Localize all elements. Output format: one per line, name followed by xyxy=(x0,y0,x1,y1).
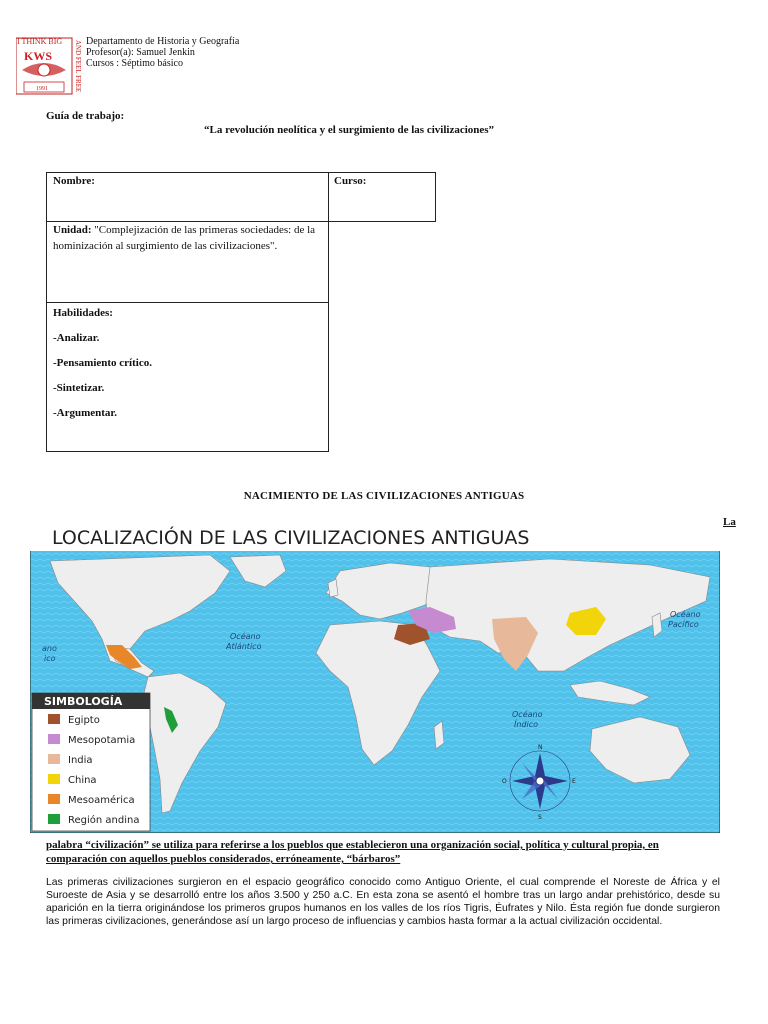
civilizations-map xyxy=(30,521,720,833)
legend-label: Egipto xyxy=(68,715,100,726)
ocean-pacific-line1: Océano xyxy=(670,610,701,619)
legend-swatch-india xyxy=(48,754,60,764)
legend-label: Mesopotamia xyxy=(68,735,136,746)
skill-item: -Argumentar. xyxy=(53,407,118,419)
compass-n: N xyxy=(538,744,543,751)
logo-side-motto: AND FEEL FREE xyxy=(74,40,82,93)
compass-e: E xyxy=(572,778,576,785)
legend-label: Región andina xyxy=(68,815,140,826)
compass-s: S xyxy=(538,814,542,821)
legend-label: Mesoamérica xyxy=(68,795,135,806)
skills-cell xyxy=(46,302,329,452)
school-logo xyxy=(16,36,88,96)
legend-swatch-andes xyxy=(48,814,60,824)
legend-title: SIMBOLOGÍA xyxy=(44,695,123,708)
section-title: NACIMIENTO DE LAS CIVILIZACIONES ANTIGUAS xyxy=(243,490,525,502)
teacher-name: Profesor(a): Samuel Jenkin xyxy=(86,47,195,58)
course-cell[interactable] xyxy=(328,172,436,222)
unit-cell xyxy=(46,221,329,303)
logo-year: 1991 xyxy=(36,86,48,92)
legend-label: China xyxy=(68,775,97,786)
ocean-indian-line1: Océano xyxy=(512,710,543,719)
department-name: Departamento de Historia y Geografía xyxy=(86,36,240,47)
intro-paragraph: Las primeras civilizaciones surgieron en el espacio geográfico conocido como Antiguo Oriente, el cual comprende el Noreste de África y el Suroeste de Asia y se desarrolló entre los años 3.500 y 250 a.C. En esta zona se asentó el hombre tras un largo andar prehistórico, desde su aparición en la tierra originándose los primeros grupos humanos en los valles de los ríos Tigris, Éufrates y Nilo. Ésta región fue donde surgieron las primeras civilizaciones, generándose así un largo proceso de influencias y cambios hasta formar a la actual civilización occidental. xyxy=(46,877,720,927)
legend-label: India xyxy=(68,755,93,766)
skill-item: -Pensamiento crítico. xyxy=(53,357,152,369)
guide-label: Guía de trabajo: xyxy=(46,110,125,122)
skill-item: -Sintetizar. xyxy=(53,382,105,394)
civilization-definition: palabra “civilización” se utiliza para referirse a los pueblos que establecieron una organización social, política y cultural propia, en comparación con aquellos pueblos considerados, erróneamente, “bárbaros” xyxy=(46,839,659,865)
map-legend xyxy=(32,693,150,831)
name-cell[interactable] xyxy=(46,172,329,222)
ocean-indian-line2: Índico xyxy=(514,720,539,729)
course-name: Cursos : Séptimo básico xyxy=(86,58,183,69)
paragraph-start-word: La xyxy=(723,516,736,528)
course-label: Curso: xyxy=(334,175,367,187)
compass-o: O xyxy=(502,778,507,785)
skill-item: -Analizar. xyxy=(53,332,100,344)
ocean-atlantic-line2: Atlántico xyxy=(226,642,262,651)
guide-title: “La revolución neolítica y el surgimiento de las civilizaciones” xyxy=(204,124,495,136)
logo-motto: I THINK BIG xyxy=(17,37,63,46)
ocean-pacific-line2: Pacífico xyxy=(668,620,699,629)
name-label: Nombre: xyxy=(53,175,95,187)
legend-swatch-mesoamerica xyxy=(48,794,60,804)
unit-label: Unidad: xyxy=(53,224,92,236)
logo-initials: KWS xyxy=(24,49,53,63)
ocean-left-line2: ico xyxy=(44,654,56,663)
legend-swatch-mesopotamia xyxy=(48,734,60,744)
legend-swatch-china xyxy=(48,774,60,784)
legend-swatch-egypt xyxy=(48,714,60,724)
ocean-left-line1: ano xyxy=(42,644,57,653)
map-title: LOCALIZACIÓN DE LAS CIVILIZACIONES ANTIGUAS xyxy=(52,527,530,549)
skills-label: Habilidades: xyxy=(53,307,113,319)
ocean-atlantic-line1: Océano xyxy=(230,632,261,641)
unit-text: "Complejización de las primeras sociedades: de la hominización al surgimiento de las civilizaciones". xyxy=(53,224,316,252)
